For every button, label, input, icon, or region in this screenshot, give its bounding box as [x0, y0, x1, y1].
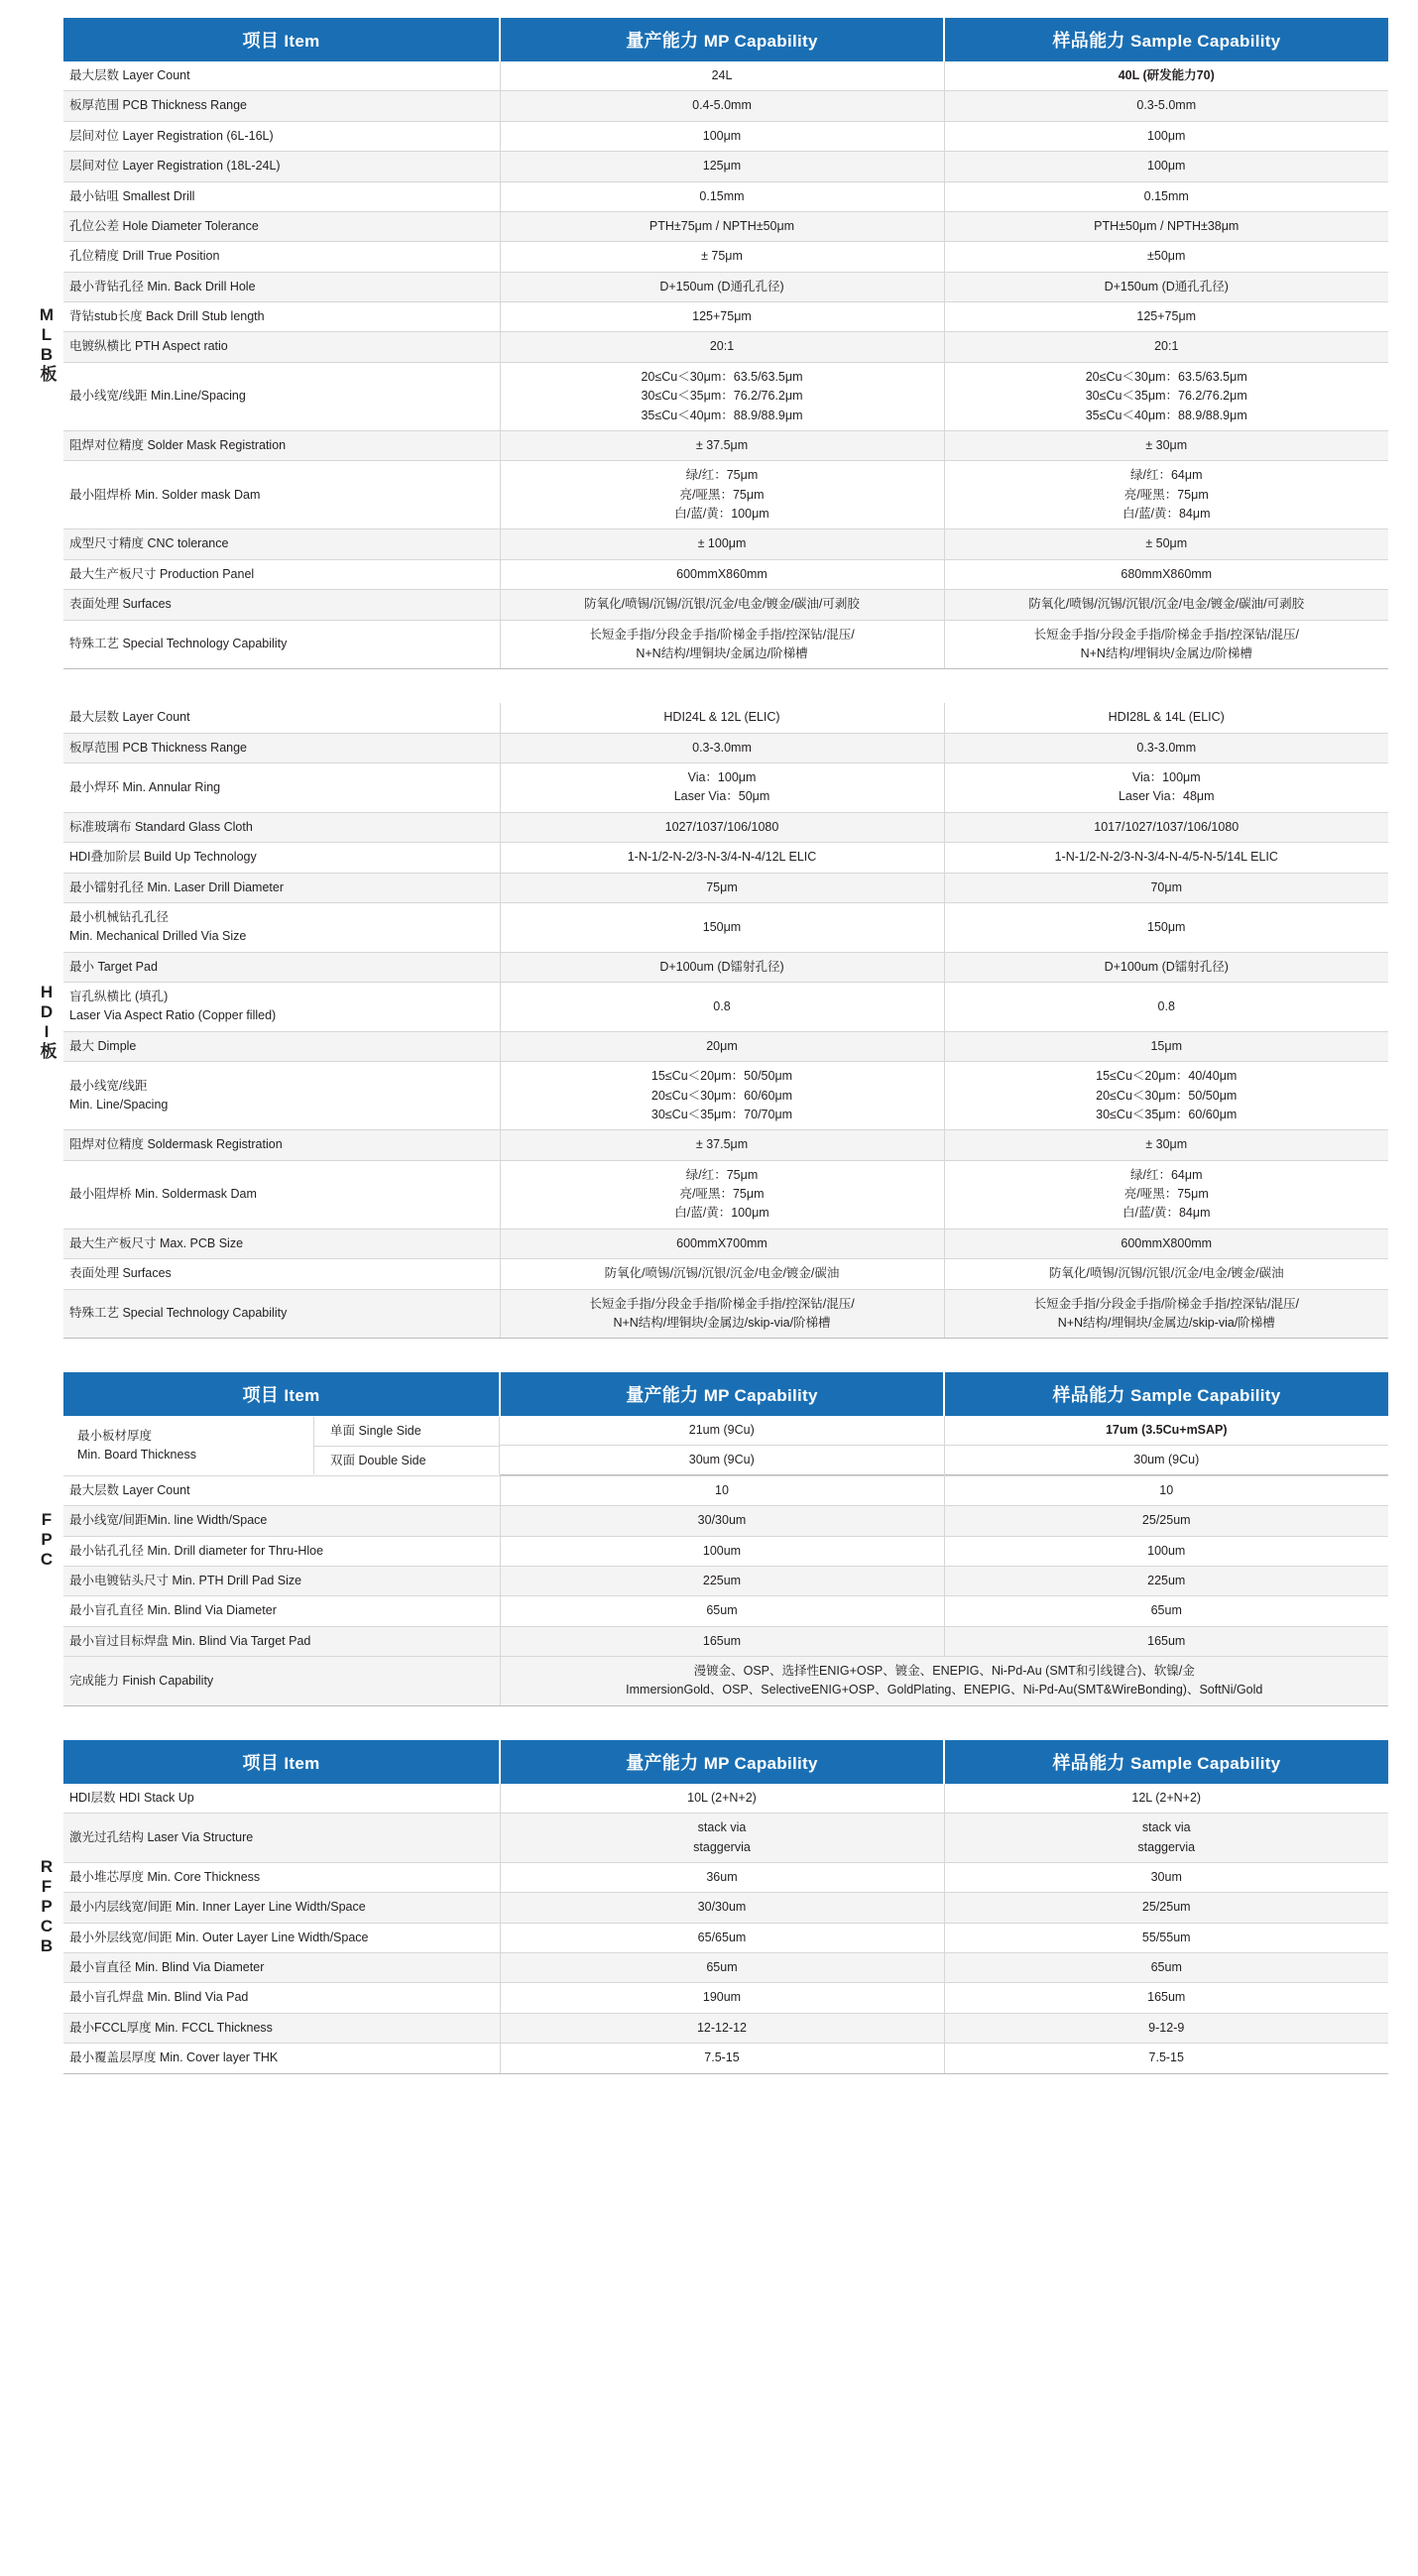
- row-sample-value: stack via staggervia: [944, 1814, 1388, 1863]
- row-sample-value: 165um: [944, 1626, 1388, 1656]
- section-side-label-hdi: [30, 703, 63, 1339]
- row-sample-value: 100um: [944, 1536, 1388, 1566]
- row-item-label: 特殊工艺 Special Technology Capability: [63, 620, 500, 669]
- table-row: [63, 812, 1388, 842]
- table-row: [63, 1626, 1388, 1656]
- row-item-sub-label: 单面 Single Side: [314, 1417, 500, 1446]
- row-mp-value: 10L (2+N+2): [500, 1784, 944, 1814]
- row-item-label: 板厚范围 PCB Thickness Range: [63, 733, 500, 762]
- table-row: [63, 362, 1388, 430]
- row-full-value: 漫镀金、OSP、选择性ENIG+OSP、镀金、ENEPIG、Ni-Pd-Au (SMT和引线键合)、软镍/金 ImmersionGold、OSP、SelectiveENIG+OSP、GoldPlating、ENEPIG、Ni-Pd-Au(SMT&WireBonding)、SoftNi/Gold: [500, 1657, 1388, 1706]
- header-sample: [944, 18, 1388, 61]
- table-row: [63, 703, 1388, 733]
- row-sample-value: 0.3-5.0mm: [944, 91, 1388, 121]
- row-item-label: 最小FCCL厚度 Min. FCCL Thickness: [63, 2013, 500, 2043]
- row-item-label: 最小阻焊桥 Min. Soldermask Dam: [63, 1160, 500, 1229]
- row-sample-value: 55/55um: [944, 1923, 1388, 1952]
- row-mp-value: ± 75μm: [500, 242, 944, 272]
- table-row: [63, 332, 1388, 362]
- row-mp-value: 30/30um: [500, 1506, 944, 1536]
- row-sample-value: ± 30μm: [944, 430, 1388, 460]
- row-mp-value: 20≤Cu＜30μm：63.5/63.5μm 30≤Cu＜35μm：76.2/76.2μm 35≤Cu＜40μm：88.9/88.9μm: [500, 362, 944, 430]
- table-row: [63, 1784, 1388, 1814]
- row-sample-value: 1-N-1/2-N-2/3-N-3/4-N-4/5-N-5/14L ELIC: [944, 843, 1388, 873]
- table-row: [63, 272, 1388, 301]
- row-sample-value: 绿/红：64μm 亮/哑黑：75μm 白/蓝/黄：84μm: [944, 461, 1388, 529]
- row-item-label: 孔位精度 Drill True Position: [63, 242, 500, 272]
- row-item-label: 最小盲直径 Min. Blind Via Diameter: [63, 1953, 500, 1983]
- section-fpc: [30, 1372, 1388, 1706]
- row-item-label: HDI层数 HDI Stack Up: [63, 1784, 500, 1814]
- row-item-label: 最小盲过目标焊盘 Min. Blind Via Target Pad: [63, 1626, 500, 1656]
- row-mp-value: 600mmX700mm: [500, 1229, 944, 1258]
- row-item-label: 最小钻孔孔径 Min. Drill diameter for Thru-Hloe: [63, 1536, 500, 1566]
- row-mp-value: 600mmX860mm: [500, 559, 944, 589]
- row-item-label: 表面处理 Surfaces: [63, 590, 500, 620]
- row-item-label: 背钻stub长度 Back Drill Stub length: [63, 302, 500, 332]
- row-sample-value: 0.15mm: [944, 181, 1388, 211]
- row-mp-value: 20:1: [500, 332, 944, 362]
- row-sample-value: 20:1: [944, 332, 1388, 362]
- row-mp-value: [500, 1416, 944, 1475]
- row-sample-value: 600mmX800mm: [944, 1229, 1388, 1258]
- row-item-label: 最大层数 Layer Count: [63, 1475, 500, 1505]
- row-mp-value: 20μm: [500, 1031, 944, 1061]
- table-row: [63, 430, 1388, 460]
- section-side-label-fpc: [30, 1372, 63, 1706]
- row-item-label: 最大生产板尺寸 Production Panel: [63, 559, 500, 589]
- row-value-cell: 30um (9Cu): [500, 1446, 944, 1475]
- row-mp-value: 225um: [500, 1566, 944, 1595]
- row-mp-value: 15≤Cu＜20μm：50/50μm 20≤Cu＜30μm：60/60μm 30≤Cu＜35μm：70/70μm: [500, 1062, 944, 1130]
- side-label-text: FPC: [37, 1509, 57, 1570]
- row-mp-value: 防氧化/喷锡/沉锡/沉银/沉金/电金/镀金/碳油: [500, 1259, 944, 1289]
- header-item: [63, 1740, 500, 1784]
- header-item-en: Item: [284, 32, 320, 51]
- row-mp-value: 0.3-3.0mm: [500, 733, 944, 762]
- header-mp-cn: 量产能力: [626, 31, 699, 51]
- table-row: [63, 242, 1388, 272]
- table-row: [63, 1566, 1388, 1595]
- row-sample-value: D+100um (D镭射孔径): [944, 952, 1388, 982]
- row-sample-value: 1017/1027/1037/106/1080: [944, 812, 1388, 842]
- row-item-main-label: 最小板材厚度 Min. Board Thickness: [63, 1417, 314, 1475]
- section-hdi: [30, 703, 1388, 1339]
- section-rfpcb: [30, 1740, 1388, 2074]
- row-sample-value: 30um: [944, 1862, 1388, 1892]
- row-sample-value: 150μm: [944, 902, 1388, 952]
- table-row: [63, 1259, 1388, 1289]
- row-sample-value: ± 30μm: [944, 1130, 1388, 1160]
- side-label-text: HDI板: [37, 982, 57, 1060]
- row-sample-value: 125+75μm: [944, 302, 1388, 332]
- header-mp: [500, 1740, 944, 1784]
- row-sample-value: 10: [944, 1475, 1388, 1505]
- row-item-label: 标准玻璃布 Standard Glass Cloth: [63, 812, 500, 842]
- row-mp-value: PTH±75μm / NPTH±50μm: [500, 211, 944, 241]
- table-row: [63, 763, 1388, 813]
- header-mp-cn: 量产能力: [626, 1385, 699, 1406]
- header-sample-en: Sample Capability: [1129, 1753, 1281, 1773]
- row-sample-value: HDI28L & 14L (ELIC): [944, 703, 1388, 733]
- row-item-label: 最大层数 Layer Count: [63, 703, 500, 733]
- row-mp-value: 150μm: [500, 902, 944, 952]
- table-body-fpc: [63, 1416, 1388, 1705]
- header-item-en: Item: [284, 1386, 320, 1406]
- row-sample-value: ±50μm: [944, 242, 1388, 272]
- table-row: [63, 2044, 1388, 2073]
- table-row: [63, 873, 1388, 902]
- header-mp-en: MP Capability: [703, 32, 818, 51]
- row-mp-value: 36um: [500, 1862, 944, 1892]
- row-sample-value: 40L (研发能力70): [944, 61, 1388, 91]
- section-side-label-mlb: [30, 18, 63, 669]
- table-row: [63, 1475, 1388, 1505]
- row-value-cell: 30um (9Cu): [945, 1446, 1389, 1475]
- row-item-label: 完成能力 Finish Capability: [63, 1657, 500, 1706]
- header-mp-en: MP Capability: [703, 1386, 818, 1406]
- header-mp-cn: 量产能力: [626, 1752, 699, 1773]
- table-row: [63, 733, 1388, 762]
- row-item-label: 最大生产板尺寸 Max. PCB Size: [63, 1229, 500, 1258]
- header-sample-en: Sample Capability: [1129, 32, 1281, 51]
- row-item-label: 最小盲孔直径 Min. Blind Via Diameter: [63, 1596, 500, 1626]
- row-mp-value: 7.5-15: [500, 2044, 944, 2073]
- header-sample: [944, 1372, 1388, 1416]
- row-sample-value: 15μm: [944, 1031, 1388, 1061]
- row-mp-value: D+150um (D通孔孔径): [500, 272, 944, 301]
- header-item-cn: 项目: [242, 31, 280, 51]
- row-sample-value: 225um: [944, 1566, 1388, 1595]
- table-row: [63, 1506, 1388, 1536]
- row-sample-value: 防氧化/喷锡/沉锡/沉银/沉金/电金/镀金/碳油: [944, 1259, 1388, 1289]
- row-mp-value: Via：100μm Laser Via：50μm: [500, 763, 944, 813]
- row-sample-value: 长短金手指/分段金手指/阶梯金手指/控深钻/混压/ N+N结构/埋铜块/金属边/skip-via/阶梯槽: [944, 1289, 1388, 1339]
- row-mp-value: ± 100μm: [500, 529, 944, 559]
- header-sample-cn: 样品能力: [1052, 1385, 1125, 1406]
- row-mp-value: 100um: [500, 1536, 944, 1566]
- row-item-label: 孔位公差 Hole Diameter Tolerance: [63, 211, 500, 241]
- table-row: [63, 843, 1388, 873]
- table-row: [63, 1596, 1388, 1626]
- row-mp-value: 24L: [500, 61, 944, 91]
- table-row: [63, 211, 1388, 241]
- table-row: [63, 1657, 1388, 1706]
- table-row: [63, 1893, 1388, 1923]
- spec-table-hdi: [63, 703, 1388, 1339]
- row-mp-value: 0.4-5.0mm: [500, 91, 944, 121]
- row-sample-value: 绿/红：64μm 亮/哑黑：75μm 白/蓝/黄：84μm: [944, 1160, 1388, 1229]
- row-item-label: 阻焊对位精度 Soldermask Registration: [63, 1130, 500, 1160]
- table-row: [63, 1160, 1388, 1229]
- row-mp-value: 绿/红：75μm 亮/哑黑：75μm 白/蓝/黄：100μm: [500, 1160, 944, 1229]
- row-sample-value: 65um: [944, 1596, 1388, 1626]
- header-sample-cn: 样品能力: [1052, 1752, 1125, 1773]
- table-row: [63, 1862, 1388, 1892]
- row-sample-value: 12L (2+N+2): [944, 1784, 1388, 1814]
- table-body-mlb: [63, 61, 1388, 669]
- row-mp-value: 10: [500, 1475, 944, 1505]
- header-item-en: Item: [284, 1753, 320, 1773]
- row-value-cell: 17um (3.5Cu+mSAP): [945, 1416, 1389, 1445]
- table-row: [63, 1289, 1388, 1339]
- row-item-label: 最大层数 Layer Count: [63, 61, 500, 91]
- row-item-label: 最小外层线宽/间距 Min. Outer Layer Line Width/Space: [63, 1923, 500, 1952]
- row-item-label: HDI叠加阶层 Build Up Technology: [63, 843, 500, 873]
- header-mp-en: MP Capability: [703, 1753, 818, 1773]
- table-row: [63, 1983, 1388, 2013]
- row-item-label: 最小机械钻孔孔径 Min. Mechanical Drilled Via Size: [63, 902, 500, 952]
- row-mp-value: 125+75μm: [500, 302, 944, 332]
- row-item-label: [63, 1416, 500, 1475]
- table-row: [63, 152, 1388, 181]
- header-sample-en: Sample Capability: [1129, 1386, 1281, 1406]
- spec-table-rfpcb: [63, 1740, 1388, 2074]
- row-sample-value: PTH±50μm / NPTH±38μm: [944, 211, 1388, 241]
- table-row: [63, 590, 1388, 620]
- row-item-label: 阻焊对位精度 Solder Mask Registration: [63, 430, 500, 460]
- row-item-label: 最小背钻孔径 Min. Back Drill Hole: [63, 272, 500, 301]
- row-mp-value: ± 37.5μm: [500, 1130, 944, 1160]
- table-row: [63, 2013, 1388, 2043]
- row-mp-value: 190um: [500, 1983, 944, 2013]
- header-sample-cn: 样品能力: [1052, 31, 1125, 51]
- row-item-label: 最小线宽/线距 Min. Line/Spacing: [63, 1062, 500, 1130]
- table-row: [63, 181, 1388, 211]
- row-mp-value: 75μm: [500, 873, 944, 902]
- header-mp: [500, 18, 944, 61]
- row-value-cell: 21um (9Cu): [500, 1416, 944, 1445]
- row-mp-value: 65um: [500, 1596, 944, 1626]
- row-sample-value: 100μm: [944, 121, 1388, 151]
- row-sample-value: 长短金手指/分段金手指/阶梯金手指/控深钻/混压/ N+N结构/埋铜块/金属边/阶梯槽: [944, 620, 1388, 669]
- table-row: [63, 983, 1388, 1032]
- table-row: [63, 529, 1388, 559]
- spec-table-fpc: [63, 1372, 1388, 1706]
- row-item-label: 最大 Dimple: [63, 1031, 500, 1061]
- table-row: [63, 1536, 1388, 1566]
- row-item-label: 最小 Target Pad: [63, 952, 500, 982]
- row-item-label: 最小钻咀 Smallest Drill: [63, 181, 500, 211]
- row-item-label: 成型尺寸精度 CNC tolerance: [63, 529, 500, 559]
- table-row: [63, 1923, 1388, 1952]
- row-sample-value: 25/25um: [944, 1893, 1388, 1923]
- row-mp-value: 0.8: [500, 983, 944, 1032]
- side-label-text: RFPCB: [37, 1857, 57, 1957]
- table-row: [63, 461, 1388, 529]
- row-mp-value: ± 37.5μm: [500, 430, 944, 460]
- row-mp-value: 长短金手指/分段金手指/阶梯金手指/控深钻/混压/ N+N结构/埋铜块/金属边/阶梯槽: [500, 620, 944, 669]
- row-item-label: 表面处理 Surfaces: [63, 1259, 500, 1289]
- row-mp-value: D+100um (D镭射孔径): [500, 952, 944, 982]
- row-mp-value: 125μm: [500, 152, 944, 181]
- row-sample-value: 65um: [944, 1953, 1388, 1983]
- row-mp-value: HDI24L & 12L (ELIC): [500, 703, 944, 733]
- row-mp-value: 1-N-1/2-N-2/3-N-3/4-N-4/12L ELIC: [500, 843, 944, 873]
- row-mp-value: 100μm: [500, 121, 944, 151]
- header-sample: [944, 1740, 1388, 1784]
- row-item-label: 最小阻焊桥 Min. Solder mask Dam: [63, 461, 500, 529]
- row-item-label: 最小线宽/间距Min. line Width/Space: [63, 1506, 500, 1536]
- row-mp-value: 防氧化/喷锡/沉锡/沉银/沉金/电金/镀金/碳油/可剥胶: [500, 590, 944, 620]
- row-mp-value: 65um: [500, 1953, 944, 1983]
- row-item-label: 最小电镀钻头尺寸 Min. PTH Drill Pad Size: [63, 1566, 500, 1595]
- header-item-cn: 项目: [242, 1385, 280, 1406]
- row-sample-value: 165um: [944, 1983, 1388, 2013]
- table-row: [63, 302, 1388, 332]
- row-item-label: 最小内层线宽/间距 Min. Inner Layer Line Width/Space: [63, 1893, 500, 1923]
- row-mp-value: 长短金手指/分段金手指/阶梯金手指/控深钻/混压/ N+N结构/埋铜块/金属边/skip-via/阶梯槽: [500, 1289, 944, 1339]
- row-sample-value: 70μm: [944, 873, 1388, 902]
- table-row: [63, 902, 1388, 952]
- section-mlb: [30, 18, 1388, 669]
- row-item-label: 特殊工艺 Special Technology Capability: [63, 1289, 500, 1339]
- table-row: [63, 1416, 1388, 1475]
- row-mp-value: 绿/红：75μm 亮/哑黑：75μm 白/蓝/黄：100μm: [500, 461, 944, 529]
- row-mp-value: stack via staggervia: [500, 1814, 944, 1863]
- header-mp: [500, 1372, 944, 1416]
- table-header-row: [63, 1740, 1388, 1784]
- row-sample-value: 15≤Cu＜20μm：40/40μm 20≤Cu＜30μm：50/50μm 30≤Cu＜35μm：60/60μm: [944, 1062, 1388, 1130]
- row-sample-value: 0.8: [944, 983, 1388, 1032]
- row-item-sub-label: 双面 Double Side: [314, 1446, 500, 1474]
- row-item-label: 最小线宽/线距 Min.Line/Spacing: [63, 362, 500, 430]
- row-mp-value: 12-12-12: [500, 2013, 944, 2043]
- row-mp-value: 1027/1037/106/1080: [500, 812, 944, 842]
- row-sample-value: 7.5-15: [944, 2044, 1388, 2073]
- row-sample-value: Via：100μm Laser Via：48μm: [944, 763, 1388, 813]
- table-row: [63, 1953, 1388, 1983]
- section-side-label-rfpcb: [30, 1740, 63, 2074]
- row-sample-value: ± 50μm: [944, 529, 1388, 559]
- row-sample-value: [944, 1416, 1388, 1475]
- row-item-label: 最小镭射孔径 Min. Laser Drill Diameter: [63, 873, 500, 902]
- row-item-label: 最小盲孔焊盘 Min. Blind Via Pad: [63, 1983, 500, 2013]
- row-sample-value: 100μm: [944, 152, 1388, 181]
- table-row: [63, 61, 1388, 91]
- header-item-cn: 项目: [242, 1752, 280, 1773]
- row-item-label: 最小焊环 Min. Annular Ring: [63, 763, 500, 813]
- header-item: [63, 1372, 500, 1416]
- table-row: [63, 952, 1388, 982]
- table-row: [63, 91, 1388, 121]
- table-header-row: [63, 18, 1388, 61]
- row-item-label: 层间对位 Layer Registration (6L-16L): [63, 121, 500, 151]
- row-mp-value: 0.15mm: [500, 181, 944, 211]
- table-row: [63, 1130, 1388, 1160]
- table-row: [63, 121, 1388, 151]
- row-sample-value: 9-12-9: [944, 2013, 1388, 2043]
- spec-table-mlb: [63, 18, 1388, 669]
- row-item-label: 最小覆盖层厚度 Min. Cover layer THK: [63, 2044, 500, 2073]
- side-label-text: MLB板: [37, 304, 57, 383]
- row-item-label: 电镀纵横比 PTH Aspect ratio: [63, 332, 500, 362]
- row-sample-value: 防氧化/喷锡/沉锡/沉银/沉金/电金/镀金/碳油/可剥胶: [944, 590, 1388, 620]
- header-item: [63, 18, 500, 61]
- row-sample-value: 680mmX860mm: [944, 559, 1388, 589]
- table-row: [63, 1062, 1388, 1130]
- table-row: [63, 1814, 1388, 1863]
- row-sample-value: D+150um (D通孔孔径): [944, 272, 1388, 301]
- table-body-rfpcb: [63, 1784, 1388, 2073]
- table-row: [63, 1229, 1388, 1258]
- row-item-label: 板厚范围 PCB Thickness Range: [63, 91, 500, 121]
- row-mp-value: 30/30um: [500, 1893, 944, 1923]
- row-mp-value: 65/65um: [500, 1923, 944, 1952]
- table-header-row: [63, 1372, 1388, 1416]
- row-mp-value: 165um: [500, 1626, 944, 1656]
- row-item-label: 层间对位 Layer Registration (18L-24L): [63, 152, 500, 181]
- row-item-label: 盲孔纵横比 (填孔) Laser Via Aspect Ratio (Copper filled): [63, 983, 500, 1032]
- row-item-label: 激光过孔结构 Laser Via Structure: [63, 1814, 500, 1863]
- row-sample-value: 25/25um: [944, 1506, 1388, 1536]
- row-sample-value: 20≤Cu＜30μm：63.5/63.5μm 30≤Cu＜35μm：76.2/76.2μm 35≤Cu＜40μm：88.9/88.9μm: [944, 362, 1388, 430]
- row-item-label: 最小堆芯厚度 Min. Core Thickness: [63, 1862, 500, 1892]
- table-row: [63, 559, 1388, 589]
- row-sample-value: 0.3-3.0mm: [944, 733, 1388, 762]
- table-row: [63, 620, 1388, 669]
- table-row: [63, 1031, 1388, 1061]
- table-body-hdi: [63, 703, 1388, 1339]
